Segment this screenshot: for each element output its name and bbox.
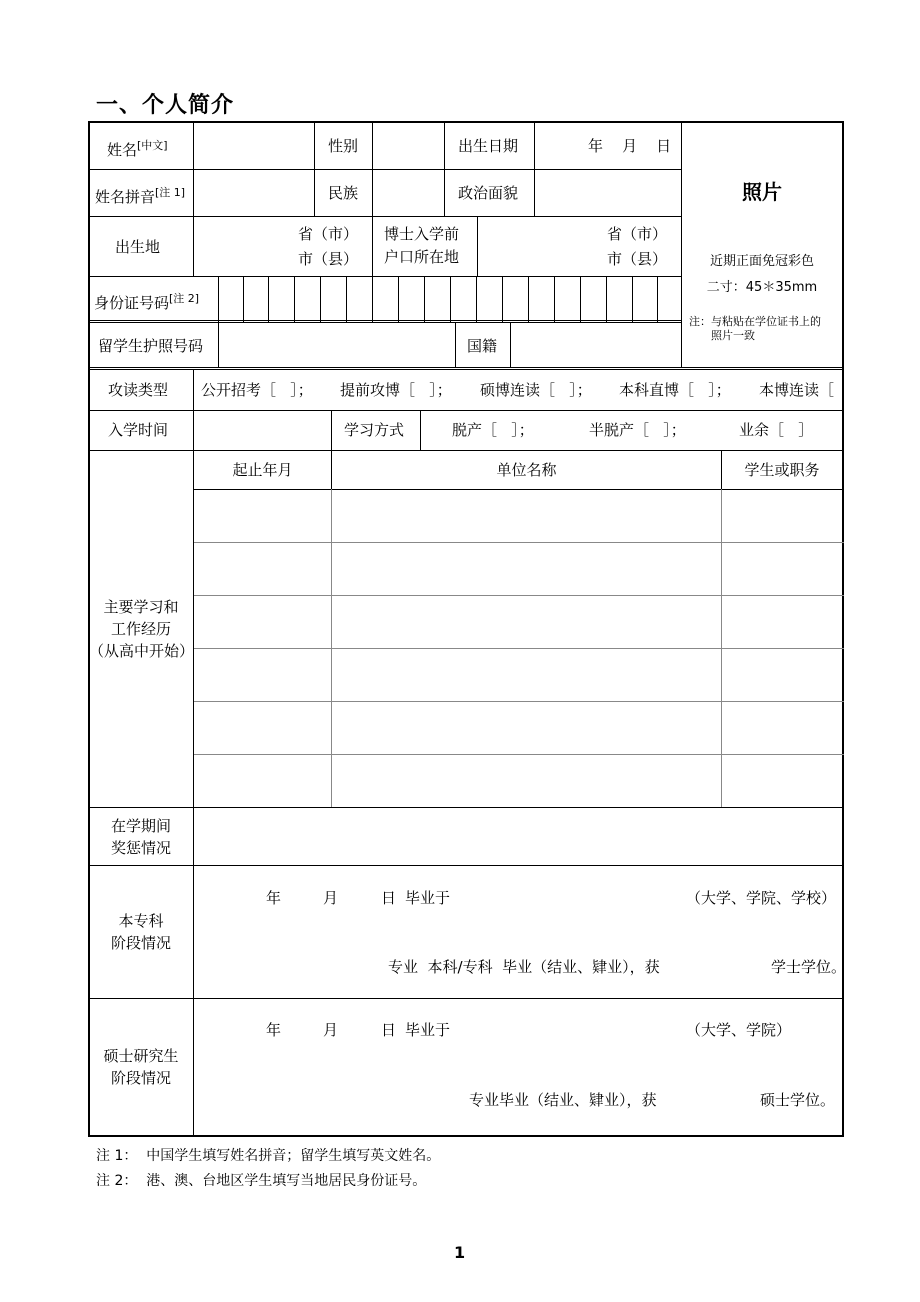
province-suffix: 省（市） (298, 225, 359, 243)
col-divider (314, 121, 315, 216)
col-divider (372, 216, 373, 276)
city-suffix: 市（县） (298, 250, 359, 268)
id-number-label: 身份证号码[注 2] (94, 292, 200, 312)
study-type-option[interactable]: 提前攻博［ ］； (340, 381, 452, 399)
undergrad-grad-from: 毕业于 (405, 889, 451, 907)
undergrad-day: 日 (381, 889, 397, 907)
hukou-label: 博士入学前 (384, 225, 460, 243)
row-divider (88, 998, 844, 999)
gender-input[interactable] (373, 122, 444, 169)
history-label: 工作经历 (110, 620, 171, 638)
master-month: 月 (323, 1021, 339, 1039)
col-divider (444, 121, 445, 216)
row-divider (88, 367, 844, 368)
master-label: 硕士研究生 (103, 1047, 179, 1065)
study-mode-label: 学习方式 (344, 421, 405, 439)
col-divider (455, 322, 456, 367)
page-number: 1 (454, 1243, 466, 1262)
ethnicity-input[interactable] (373, 170, 444, 216)
political-status-input[interactable] (535, 170, 681, 216)
photo-note: 注：与粘贴在学位证书上的 (689, 315, 821, 328)
master-degree-line: 专业毕业（结业、肄业），获 (469, 1091, 657, 1109)
footnote-1: 注 1： 中国学生填写姓名拼音；留学生填写英文姓名。 (96, 1148, 441, 1164)
birth-date-label: 出生日期 (458, 137, 519, 155)
name-input[interactable] (194, 122, 314, 169)
row-divider (88, 865, 844, 866)
row-divider (88, 450, 844, 451)
master-label: 阶段情况 (110, 1069, 171, 1087)
awards-label: 奖惩情况 (110, 839, 171, 857)
row-divider (88, 320, 681, 321)
birthplace-input[interactable] (194, 217, 294, 276)
undergrad-school-type: （大学、学院、学校） (686, 889, 837, 907)
nationality-label: 国籍 (467, 337, 498, 355)
nationality-input[interactable] (511, 323, 681, 367)
study-type-option[interactable]: 本科直博［ ］； (619, 381, 731, 399)
undergrad-month: 月 (323, 889, 339, 907)
master-year: 年 (266, 1021, 282, 1039)
master-school-type: （大学、学院） (686, 1021, 792, 1039)
col-divider (331, 410, 332, 450)
row-divider (88, 369, 844, 370)
history-entries[interactable] (194, 490, 842, 807)
study-type-option[interactable]: 硕博连读［ ］； (480, 381, 592, 399)
undergrad-label: 本专科 (118, 912, 164, 930)
awards-label: 在学期间 (110, 817, 171, 835)
undergrad-degree: 学士学位。 (771, 958, 847, 976)
city-suffix: 市（县） (607, 250, 668, 268)
province-suffix: 省（市） (607, 225, 668, 243)
name-label: 姓名[中文] (107, 139, 168, 159)
birth-date-input[interactable]: 年 月 日 (588, 137, 672, 155)
passport-label: 留学生护照号码 (98, 337, 204, 355)
history-label: 主要学习和 (103, 598, 179, 616)
master-day: 日 (381, 1021, 397, 1039)
pinyin-label: 姓名拼音[注 1] (95, 186, 186, 206)
gender-label: 性别 (328, 137, 359, 155)
section-title: 一、个人简介 (96, 93, 235, 118)
col-divider (420, 410, 421, 450)
hukou-label: 户口所在地 (384, 248, 460, 266)
photo-size: 二寸：45＊35mm (706, 280, 818, 295)
passport-input[interactable] (219, 323, 455, 367)
photo-divider (681, 121, 682, 367)
photo-title: 照片 (742, 180, 782, 204)
awards-input[interactable] (194, 808, 842, 865)
study-type-option[interactable]: 本博连读［ (759, 381, 835, 399)
ethnicity-label: 民族 (328, 184, 359, 202)
history-col-unit: 单位名称 (496, 461, 557, 479)
undergrad-degree-line: 专业 本科/专科 毕业（结业、肄业），获 (388, 958, 660, 976)
study-mode-option[interactable]: 业余［ ］ (739, 421, 814, 439)
undergrad-label: 阶段情况 (110, 934, 171, 952)
master-degree: 硕士学位。 (760, 1091, 836, 1109)
history-col-period: 起止年月 (232, 461, 293, 479)
footnote-2: 注 2： 港、澳、台地区学生填写当地居民身份证号。 (96, 1173, 427, 1189)
birthplace-label: 出生地 (115, 238, 161, 256)
enroll-time-input[interactable] (194, 411, 331, 450)
undergrad-year: 年 (266, 889, 282, 907)
study-type-label: 攻读类型 (108, 381, 169, 399)
political-status-label: 政治面貌 (458, 184, 519, 202)
id-number-input[interactable] (218, 277, 681, 320)
study-mode-option[interactable]: 半脱产［ ］； (589, 421, 686, 439)
enroll-time-label: 入学时间 (108, 421, 169, 439)
history-col-role: 学生或职务 (744, 461, 820, 479)
study-mode-option[interactable]: 脱产［ ］； (452, 421, 534, 439)
photo-desc: 近期正面免冠彩色 (709, 254, 814, 269)
pinyin-input[interactable] (194, 170, 314, 216)
hukou-input[interactable] (478, 217, 603, 276)
history-label: （从高中开始） (89, 642, 195, 660)
study-type-option[interactable]: 公开招考［ ］； (201, 381, 313, 399)
photo-note: 照片一致 (711, 329, 755, 342)
master-grad-from: 毕业于 (405, 1021, 451, 1039)
